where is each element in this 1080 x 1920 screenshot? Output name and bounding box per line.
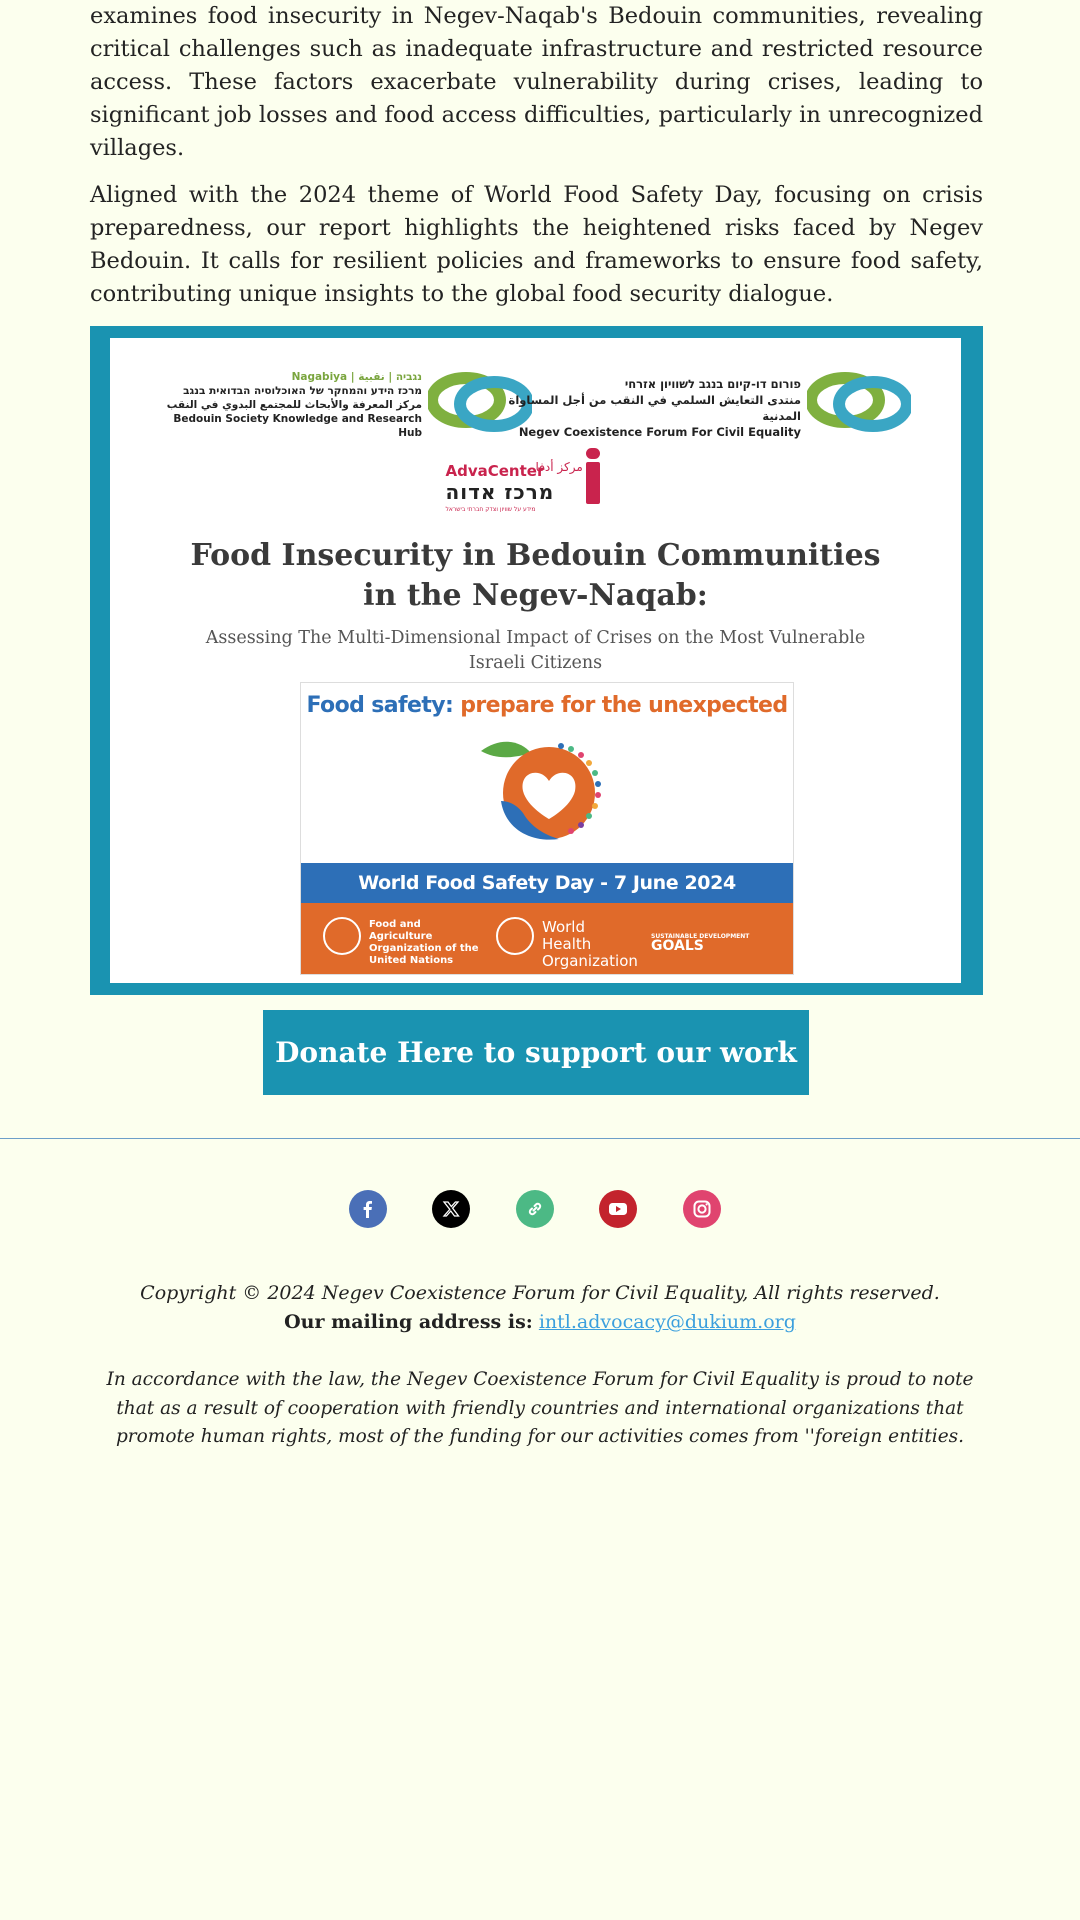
world-food-safety-day-poster	[300, 682, 794, 975]
mailing-address	[0, 1308, 1080, 1336]
article-body	[90, 0, 983, 311]
nagabiya-logo-line-1: Nagabiya | נגביה | نقبية	[291, 371, 422, 383]
report-title	[120, 536, 951, 616]
social-links	[0, 1190, 1080, 1230]
poster-heading-orange: prepare for the unexpected	[460, 693, 788, 718]
adva-i-dot-icon	[586, 448, 600, 459]
copyright-text: Copyright © 2024 Negev Coexistence Forum for Civil Equality, All rights reserved.	[140, 1282, 940, 1304]
poster-partners-band	[301, 903, 793, 974]
foreign-funding-note: In accordance with the law, the Negev Coexistence Forum for Civil Equality is proud to note that as a result of cooperation with friendly countries and international organizations that promote human rights, most of the funding for our activities comes from ''foreign entities.	[106, 1369, 974, 1447]
nagabiya-logo-text	[152, 370, 422, 440]
ncf-logo-line-2: منتدى التعايش السلمي في النقب من أجل المساواة المدنية	[508, 393, 801, 423]
x-twitter-icon[interactable]	[432, 1190, 470, 1228]
nagabiya-logo-line-3: مركز المعرفة والأبحاث للمجتمع البدوي في النقب	[166, 399, 422, 411]
poster-heading	[301, 693, 793, 718]
sdg-logo-big: GOALS	[651, 938, 704, 954]
poster-heading-blue: Food safety:	[306, 693, 454, 718]
ncf-logo-line-1: פורום דו-קיום בנגב לשוויון אזרחי	[624, 377, 801, 391]
website-link-icon[interactable]	[516, 1190, 554, 1228]
heart-apple-icon	[461, 731, 631, 851]
ncf-logo	[481, 370, 911, 440]
report-title-line-2: in the Negev-Naqab:	[363, 578, 708, 613]
rings-logo-icon	[807, 370, 911, 434]
facebook-icon[interactable]	[349, 1190, 387, 1228]
report-cover-image[interactable]	[90, 326, 983, 995]
article-paragraph-2: Aligned with the 2024 theme of World Food Safety Day, focusing on crisis preparedness, our report highlights the heightened risks faced by Negev Bedouin. It calls for resilient policies and frameworks to ensure food safety, contributing unique insights to the global food security dialogue.	[90, 182, 983, 307]
report-cover-inner	[110, 338, 961, 983]
instagram-icon[interactable]	[683, 1190, 721, 1228]
article-paragraph-1: examines food insecurity in Negev-Naqab's Bedouin communities, revealing critical challenges such as inadequate infrastructure and restricted resource access. These factors exacerbate vulnerability during crises, leading to significant job losses and food access difficulties, particularly in unrecognized villages.	[90, 3, 983, 161]
footer-divider	[0, 1138, 1080, 1139]
youtube-icon[interactable]	[599, 1190, 637, 1228]
adva-logo-he: מרכז אדוה	[445, 480, 555, 504]
nagabiya-logo	[152, 370, 532, 440]
adva-logo-en: AdvaCenter	[445, 462, 545, 480]
nagabiya-logo-line-4: Bedouin Society Knowledge and Research Hub	[173, 413, 422, 439]
ncf-logo-line-3: Negev Coexistence Forum For Civil Equality	[518, 425, 801, 439]
poster-date-band: World Food Safety Day - 7 June 2024	[301, 863, 793, 903]
adva-center-logo	[446, 448, 626, 514]
adva-logo-tagline: מידע על שוויון וצדק חברתי בישראל	[445, 506, 536, 513]
report-subtitle: Assessing The Multi-Dimensional Impact of Crises on the Most Vulnerable Israeli Citizens	[205, 628, 866, 673]
who-logo-text: World Health Organization	[542, 918, 638, 970]
report-title-line-1: Food Insecurity in Bedouin Communities	[190, 538, 881, 573]
fao-logo-text: Food and Agriculture Organization of the United Nations	[369, 919, 479, 966]
adva-logo-ar: مركز أدفا	[535, 460, 583, 474]
mailing-address-link[interactable]: intl.advocacy@dukium.org	[538, 1311, 796, 1333]
sdg-logo-small: SUSTAINABLE DEVELOPMENT	[651, 933, 750, 940]
sdg-logo-text	[651, 933, 749, 953]
donate-button[interactable]: Donate Here to support our work	[263, 1010, 809, 1095]
ncf-logo-text	[481, 376, 801, 440]
fao-emblem-icon	[323, 917, 361, 955]
adva-i-bar-icon	[586, 462, 600, 504]
nagabiya-logo-line-2: מרכז הידע והמחקר של האוכלוסיה הבדואית בנגב	[183, 385, 422, 397]
mailing-address-label: Our mailing address is:	[284, 1311, 533, 1333]
who-emblem-icon	[496, 917, 534, 955]
